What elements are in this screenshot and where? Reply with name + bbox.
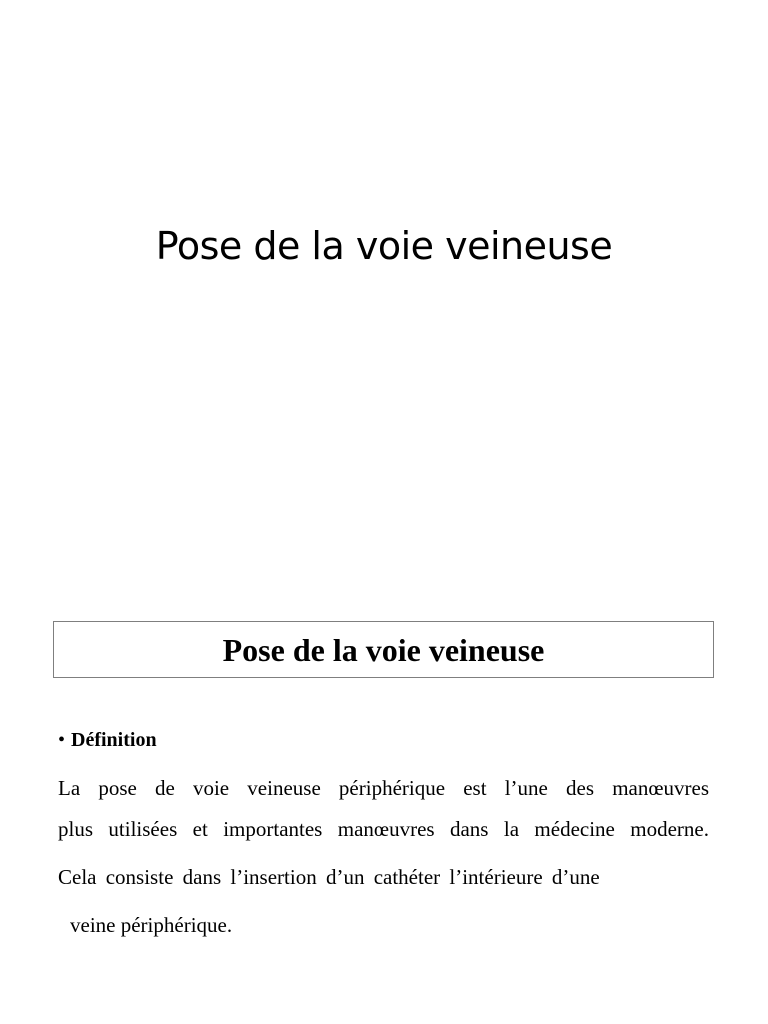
paragraph-line: La pose de voie veineuse périphérique est l’une des manœuvres: [58, 776, 709, 800]
paragraph-line: Cela consiste dans l’insertion d’un cathéter l’intérieure d’une: [58, 865, 600, 889]
definition-heading: Définition: [71, 729, 157, 751]
paragraph-line: veine périphérique.: [70, 913, 233, 937]
definition-bullet: [58, 727, 157, 753]
section-header-box: [53, 621, 714, 678]
bullet-icon: •: [58, 729, 66, 751]
section-header-title: Pose de la voie veineuse: [222, 631, 545, 668]
slide-title: Pose de la voie veineuse: [155, 224, 613, 268]
paragraph-line: plus utilisées et importantes manœuvres dans la médecine moderne.: [58, 817, 709, 841]
